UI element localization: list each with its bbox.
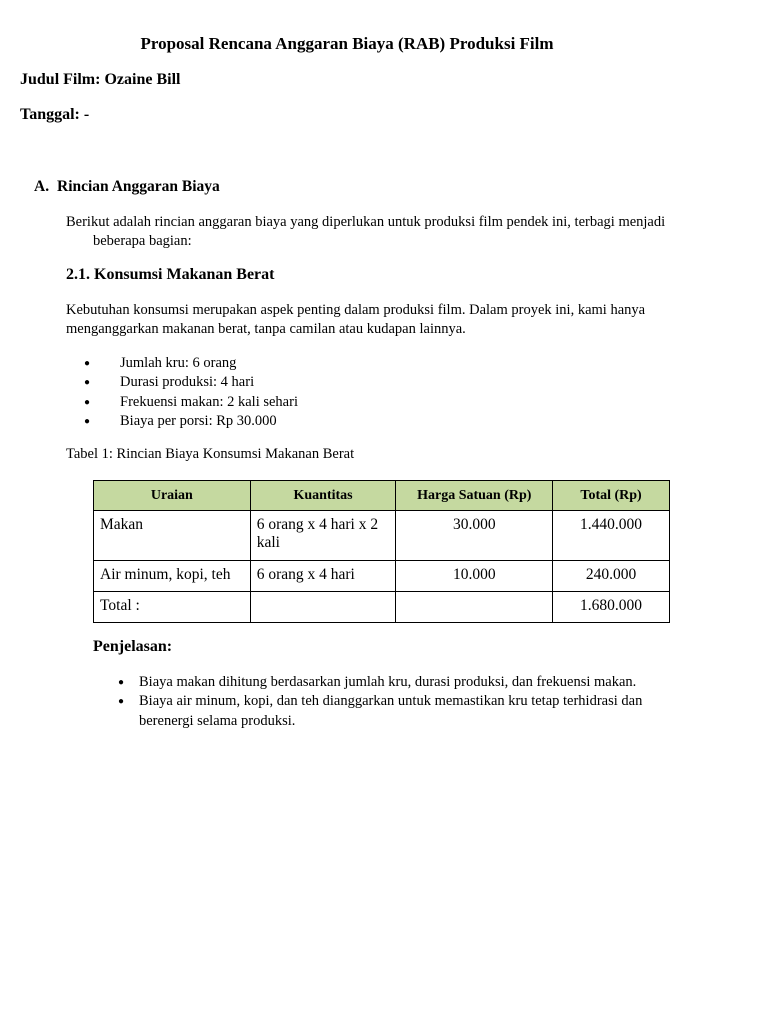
list-item: ● Jumlah kru: 6 orang xyxy=(84,354,298,373)
list-item: ● Biaya makan dihitung berdasarkan jumlah kru, durasi produksi, dan frekuensi makan. xyxy=(118,673,678,692)
subsection-2-1-heading: 2.1. Konsumsi Makanan Berat xyxy=(66,266,275,283)
document-date: Tanggal: - xyxy=(20,106,90,123)
cell-harga-satuan: 30.000 xyxy=(396,511,553,561)
consumption-facts-list xyxy=(84,354,298,431)
header-kuantitas: Kuantitas xyxy=(250,481,396,511)
film-title: Judul Film: Ozaine Bill xyxy=(20,71,181,88)
penjelasan-heading: Penjelasan: xyxy=(93,638,173,655)
cell-kuantitas: 6 orang x 4 hari x 2 kali xyxy=(250,511,396,561)
cell-harga-satuan: 10.000 xyxy=(396,561,553,592)
cell-empty xyxy=(250,592,396,623)
cell-empty xyxy=(396,592,553,623)
penjelasan-list xyxy=(118,673,678,731)
cell-total-label: Total : xyxy=(94,592,251,623)
section-a-heading xyxy=(34,178,220,196)
section-a-title: Rincian Anggaran Biaya xyxy=(57,178,220,195)
list-item: ● Frekuensi makan: 2 kali sehari xyxy=(84,393,298,412)
cell-total: 240.000 xyxy=(553,561,670,592)
list-item: ● Biaya per porsi: Rp 30.000 xyxy=(84,412,298,431)
cell-uraian: Makan xyxy=(94,511,251,561)
section-a-letter: A. xyxy=(34,178,50,195)
cell-uraian: Air minum, kopi, teh xyxy=(94,561,251,592)
document-title: Proposal Rencana Anggaran Biaya (RAB) Produksi Film xyxy=(140,34,554,53)
table-header-row xyxy=(94,481,670,511)
table-total-row xyxy=(94,592,670,623)
budget-table xyxy=(93,480,670,623)
list-item: ● Durasi produksi: 4 hari xyxy=(84,373,298,392)
header-harga-satuan: Harga Satuan (Rp) xyxy=(396,481,553,511)
table-row xyxy=(94,561,670,592)
list-item: ● Biaya air minum, kopi, dan teh dianggarkan untuk memastikan kru tetap terhidrasi dan berenergi selama produksi. xyxy=(118,692,678,731)
cell-total: 1.440.000 xyxy=(553,511,670,561)
cell-kuantitas: 6 orang x 4 hari xyxy=(250,561,396,592)
header-total: Total (Rp) xyxy=(553,481,670,511)
subsection-2-1-paragraph: Kebutuhan konsumsi merupakan aspek penting dalam produksi film. Dalam proyek ini, kami hanya menganggarkan makanan berat, tanpa camilan atau kudapan lainnya. xyxy=(66,302,646,337)
table-row xyxy=(94,511,670,561)
cell-grand-total: 1.680.000 xyxy=(553,592,670,623)
table-caption: Tabel 1: Rincian Biaya Konsumsi Makanan Berat xyxy=(66,446,355,462)
section-a-intro: Berikut adalah rincian anggaran biaya yang diperlukan untuk produksi film pendek ini, terbagi menjadi beberapa bagian: xyxy=(66,214,666,249)
header-uraian: Uraian xyxy=(94,481,251,511)
